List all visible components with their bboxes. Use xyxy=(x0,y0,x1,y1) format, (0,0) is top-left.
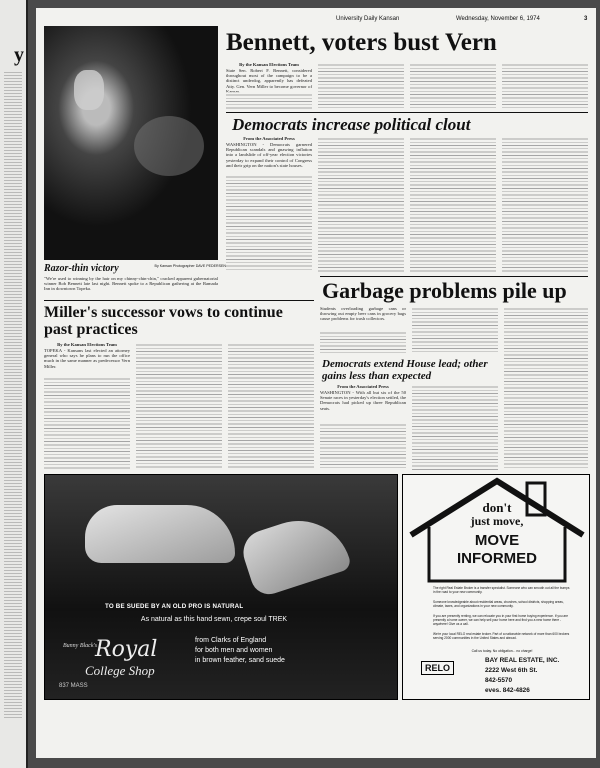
bennett-text-col1 xyxy=(226,92,312,110)
house-text-col2 xyxy=(412,384,498,470)
garbage-text-col1 xyxy=(320,330,406,354)
bennett-lead: State Sen. Robert F. Bennett, considered throughout most of the campaign to be a distinct underdog, apparently has defeated Atty. Gen. Vern Miller to become governor of xyxy=(226,68,312,89)
ad-line-move: MOVE xyxy=(474,532,520,549)
miller-text-col3 xyxy=(228,342,314,470)
folio-date: Wednesday, November 6, 1974 xyxy=(456,16,540,22)
ad-line-informed: INFORMED xyxy=(457,550,537,567)
folio-page-number: 3 xyxy=(584,16,588,22)
ad-brand-top: Bunny Black's xyxy=(63,643,98,649)
democrats-text-col3 xyxy=(410,136,496,272)
democrats-text-col2 xyxy=(318,136,404,272)
garbage-text-col2 xyxy=(412,306,498,354)
garbage-lead: Students overloading garbage cans or throwing out empty beer cans in grocery bags cause problems for trash collectors. xyxy=(320,306,406,322)
ad-obligation: Call us today. No obligation... no charge! xyxy=(471,649,533,653)
democrats-text-col1 xyxy=(226,174,312,272)
realty-name: BAY REAL ESTATE, INC. xyxy=(485,657,560,664)
ad-line-dont: don't xyxy=(482,500,512,515)
rule-under-bennett xyxy=(226,112,588,113)
right-shoe-illustration xyxy=(238,507,353,599)
ad-tagline-2: As natural as this hand sewn, crepe soul TREK xyxy=(140,616,288,623)
ad-copy-2: Someone knowledgeable about residential areas, churches, school districts, shopping areas, climate, taxes, and organizations in your new community. xyxy=(433,600,564,608)
crowd-figure xyxy=(134,116,204,176)
newspaper-page xyxy=(36,8,596,758)
clarks-shoe-ad xyxy=(44,474,398,700)
ad-copy-1: The right Real Estate Broker is a transfer specialist. Someone who can smooth out all the bumps in the road to your new community. xyxy=(433,586,570,594)
miller-text-col1 xyxy=(44,376,130,470)
house-text-col1 xyxy=(320,422,406,470)
left-shoe-illustration xyxy=(85,505,235,563)
miller-headline: Miller's successor vows to continue past practices xyxy=(44,304,283,338)
bennett-text-col4 xyxy=(502,62,588,110)
election-night-photo xyxy=(44,26,218,260)
fragment-text-lines xyxy=(4,70,22,720)
realty-phone: 842-5570 xyxy=(485,677,513,684)
ad-copy-4: We're your local RELO real estate broker. Part of a nationwide network of more than 600 brokers serving 2000 communities in the United States and abroad. xyxy=(433,632,570,640)
house-lead: WASHINGTON - With all but six of the 50 Senate races in yesterday's election settled, the Democrats had picked up three Republican seats. xyxy=(320,390,406,411)
miller-lead: TOPEKA - Kansans last elected an attorney general who says he plans to run the office much in the same manner as predecessor Vern Miller. xyxy=(44,348,130,369)
miller-byline: By the Kansan Elections Team xyxy=(57,342,117,347)
adjacent-page-fragment xyxy=(0,0,28,768)
ad-tagline-1: TO BE SUEDE BY AN OLD PRO IS NATURAL xyxy=(105,603,244,610)
ad-address: 837 MASS xyxy=(59,683,88,689)
relo-logo: RELO xyxy=(421,661,454,675)
democrats-text-col4 xyxy=(502,136,588,272)
photo-credit: By Kansan Photographer DAVE PEDERSEN xyxy=(154,264,226,268)
ad-tagline-4: for both men and women xyxy=(195,647,273,654)
house-headline: Democrats extend House lead; other gains less than expected xyxy=(322,358,488,382)
ad-tagline-3: from Clarks of England xyxy=(195,637,267,644)
rule-above-miller xyxy=(44,300,314,301)
miller-text-col2 xyxy=(136,342,222,470)
folio-paper: University Daily Kansan xyxy=(336,16,400,22)
ad-copy-3: If you are presently renting, we can relocate you in your first home buying experience. If you are presently a home owner, we can help sell your home here and find you a new home there - anywhere! Give us a call. xyxy=(433,614,569,626)
democrats-byline: From the Associated Press xyxy=(243,136,295,141)
bennett-headline: Bennett, voters bust Vern xyxy=(226,29,497,56)
realty-address: 2222 West 6th St. xyxy=(485,667,538,674)
bennett-text-col3 xyxy=(410,62,496,110)
relo-realty-ad xyxy=(402,474,590,700)
house-outline-graphic xyxy=(407,477,587,583)
house-byline: From the Associated Press xyxy=(337,384,389,389)
ad-brand-script: Royal xyxy=(95,637,158,662)
garbage-text-col3 xyxy=(504,306,588,470)
garbage-headline: Garbage problems pile up xyxy=(322,278,567,303)
realty-evening-phone: eves. 842-4826 xyxy=(485,687,530,694)
rule-above-garbage xyxy=(320,276,588,277)
bennett-byline: By the Kansan Elections Team xyxy=(239,62,299,67)
photo-caption: "We're used to winning by the hair on my chinny-chin-chin," cracked apparent gubernatorial winner Bob Bennett late last night. Bennett spoke to a Republican gathering at the Ramada Inn in downtown Topeka. xyxy=(44,276,218,292)
speaker-figure xyxy=(74,70,104,110)
photo-title: Razor-thin victory xyxy=(44,263,119,274)
ad-line-just-move: just move, xyxy=(470,514,524,528)
bennett-text-col2 xyxy=(318,62,404,110)
fragment-letter: y xyxy=(14,44,24,66)
ad-tagline-5: in brown feather, sand suede xyxy=(195,657,285,664)
democrats-lead: WASHINGTON - Democrats garnered Republican scandals and gnawing inflation into a landslide of off-year election victories yesterday to expand their control of Congress and their grip on the nation's state houses. xyxy=(226,142,312,168)
ad-brand-bottom: College Shop xyxy=(85,663,155,678)
democrats-headline: Democrats increase political clout xyxy=(232,115,471,134)
